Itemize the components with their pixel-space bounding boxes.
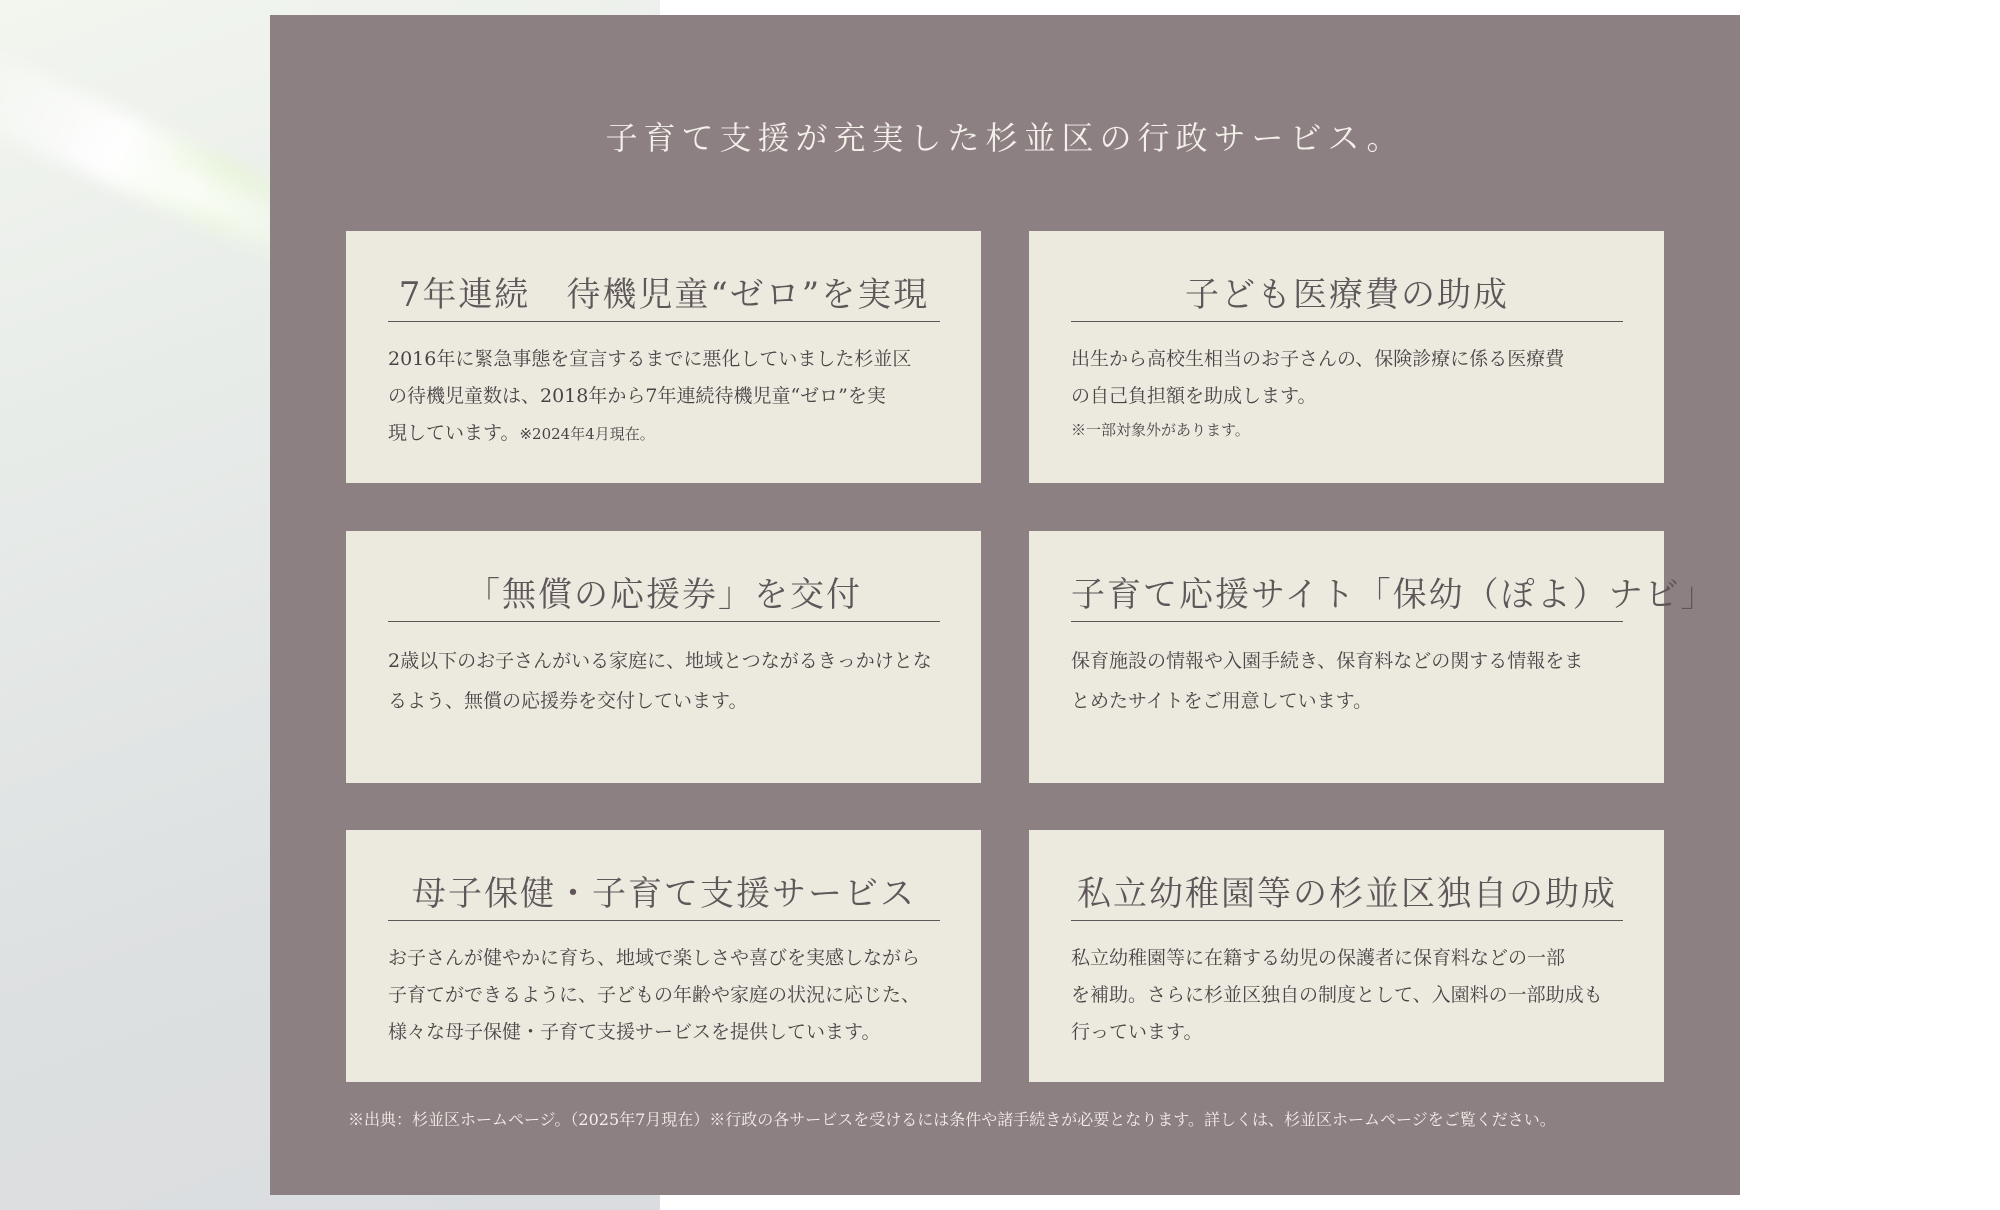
body-line: とめたサイトをご用意しています。 xyxy=(1071,690,1373,712)
card-title: 7年連続 待機児童“ゼロ”を実現 xyxy=(398,275,930,315)
card-title: 子ども医療費の助成 xyxy=(1185,275,1509,315)
service-card-kindergarten-subsidy xyxy=(1029,830,1664,1082)
body-line xyxy=(388,415,948,453)
body-line: 行っています。 xyxy=(1071,1021,1203,1043)
card-body xyxy=(1071,641,1631,721)
service-card-poyo-navi xyxy=(1029,531,1717,783)
title-divider xyxy=(388,321,940,322)
body-line: 子育てができるように、子どもの年齢や家庭の状況に応じた、 xyxy=(388,984,921,1006)
service-card-support-voucher xyxy=(346,531,981,783)
body-line: お子さんが健やかに育ち、地域で楽しさや喜びを実感しながら xyxy=(388,947,921,969)
exclusion-note: ※一部対象外があります。 xyxy=(1071,421,1250,439)
card-title: 「無償の応援券」を交付 xyxy=(466,575,862,615)
service-card-waitlist-zero xyxy=(346,231,981,483)
card-body xyxy=(388,940,948,1051)
card-body xyxy=(1071,940,1631,1051)
title-divider xyxy=(1071,321,1623,322)
card-title: 母子保健・子育て支援サービス xyxy=(412,874,916,914)
title-divider xyxy=(388,920,940,921)
service-card-maternal-health xyxy=(346,830,981,1082)
body-line: 私立幼稚園等に在籍する幼児の保護者に保育料などの一部 xyxy=(1071,947,1566,969)
service-card-medical-subsidy xyxy=(1029,231,1664,483)
body-line: 様々な母子保健・子育て支援サービスを提供しています。 xyxy=(388,1021,881,1043)
card-body xyxy=(388,341,948,453)
date-note: ※2024年4月現在。 xyxy=(519,425,655,443)
body-line: 2歳以下のお子さんがいる家庭に、地域とつながるきっかけとな xyxy=(388,650,932,672)
body-line: 保育施設の情報や入園手続き、保育料などの関する情報をま xyxy=(1071,650,1584,672)
services-panel xyxy=(270,15,1740,1195)
title-divider xyxy=(1071,621,1623,622)
page-title: 子育て支援が充実した杉並区の行政サービス。 xyxy=(605,119,1405,157)
card-title: 私立幼稚園等の杉並区独自の助成 xyxy=(1077,874,1617,914)
body-line: 出生から高校生相当のお子さんの、保険診療に係る医療費 xyxy=(1071,348,1565,370)
card-title: 子育て応援サイト「保幼（ぽよ）ナビ」 xyxy=(1071,575,1717,615)
body-line: の待機児童数は、2018年から7年連続待機児童“ゼロ”を実 xyxy=(388,385,886,407)
body-line: の自己負担額を助成します。 xyxy=(1071,385,1317,407)
body-line: を補助。さらに杉並区独自の制度として、入園料の一部助成も xyxy=(1071,984,1603,1006)
body-line: 2016年に緊急事態を宣言するまでに悪化していました杉並区 xyxy=(388,348,912,370)
body-text: 現しています。 xyxy=(388,422,520,444)
title-divider xyxy=(388,621,940,622)
title-divider xyxy=(1071,920,1623,921)
card-body xyxy=(388,641,948,721)
source-footnote: ※出典：杉並区ホームページ。（2025年7月現在）※行政の各サービスを受けるには条件や諸手続きが必要となります。詳しくは、杉並区ホームページをご覧ください。 xyxy=(348,1110,1556,1129)
body-line: るよう、無償の応援券を交付しています。 xyxy=(388,690,748,712)
card-body xyxy=(1071,341,1631,445)
